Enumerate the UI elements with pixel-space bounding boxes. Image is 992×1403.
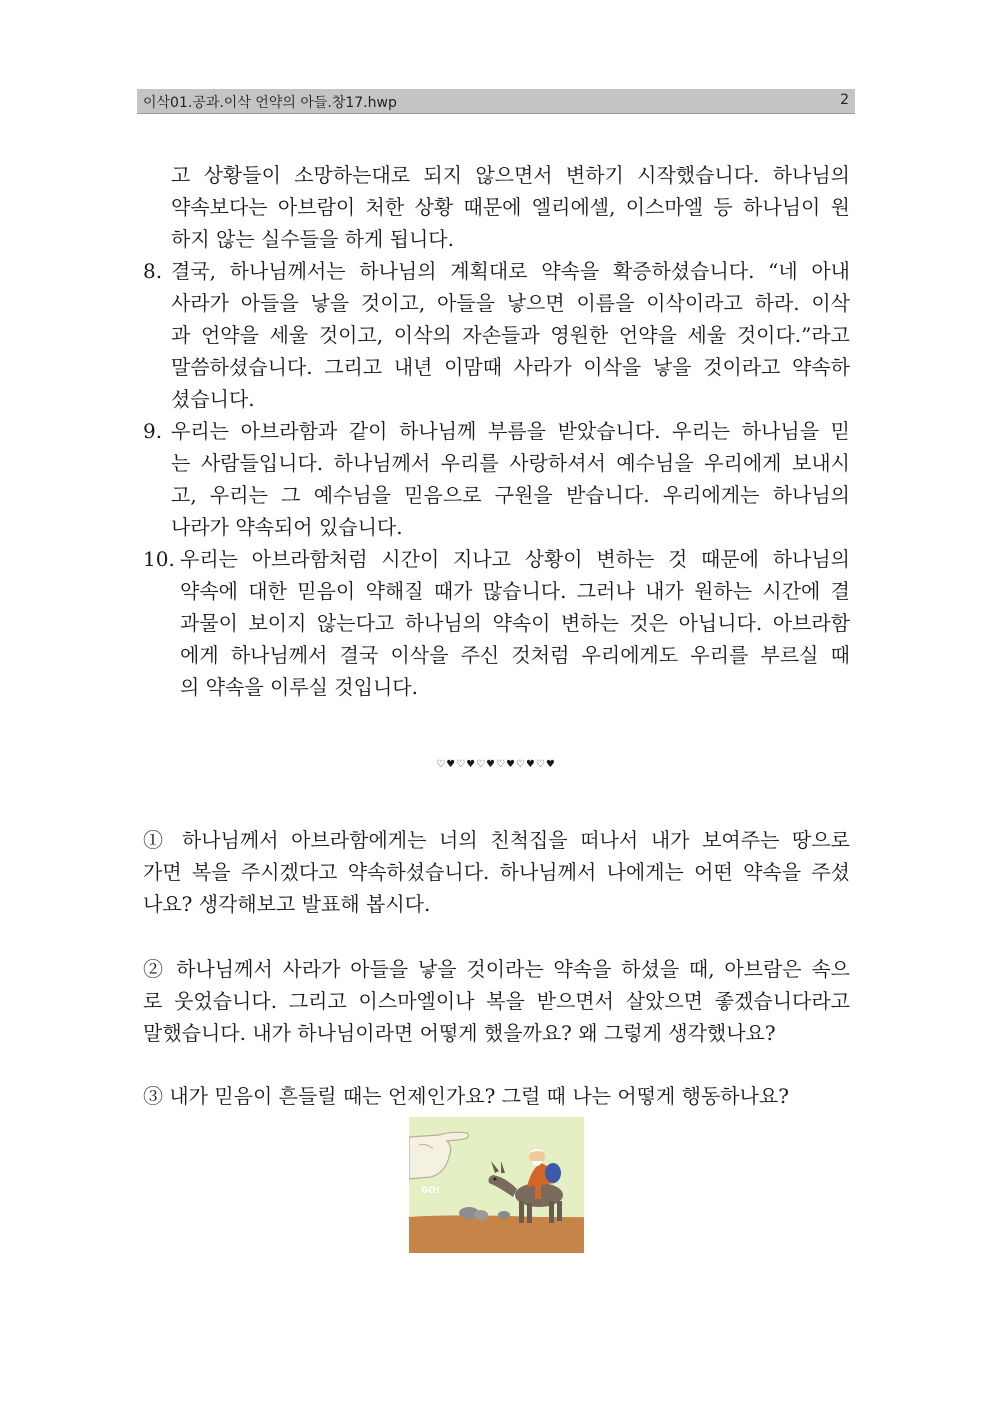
file-name: 이삭01.공과.이삭 언약의 아들.창17.hwp [143, 95, 397, 111]
paragraph-line: 우리는 아브라함과 같이 하나님께 부름을 받았습니다. 우리는 하나님을 믿 [171, 419, 850, 443]
list-number: 10. [143, 547, 175, 571]
paragraph-line: 의 약속을 이루실 것입니다. [180, 675, 418, 699]
question-line: 가면 복을 주시겠다고 약속하셨습니다. 하나님께서 나에게는 어떤 약속을 주셨 [143, 860, 850, 884]
abraham-on-donkey-illustration [409, 1117, 584, 1253]
paragraph-line: 말씀하셨습니다. 그리고 내년 이맘때 사라가 이삭을 낳을 것이라고 약속하 [171, 355, 850, 379]
page-header [137, 89, 855, 114]
question-line: 말했습니다. 내가 하나님이라면 어떻게 했을까요? 왜 그렇게 생각했나요? [143, 1021, 776, 1045]
list-number: 9. [143, 419, 163, 443]
question-line: 로 웃었습니다. 그리고 이스마엘이나 복을 받으면서 살았으면 좋겠습니다라고 [143, 989, 850, 1013]
paragraph-line: 셨습니다. [171, 387, 255, 411]
go-sign-text: GO! [421, 1186, 441, 1196]
paragraph-line: 결국, 하나님께서는 하나님의 계획대로 약속을 확증하셨습니다. “네 아내 [171, 259, 850, 283]
question-line: ② 하나님께서 사라가 아들을 낳을 것이라는 약속을 하셨을 때, 아브람은 속으 [143, 957, 850, 981]
question-line: 나요? 생각해보고 발표해 봅시다. [143, 892, 431, 916]
paragraph-line: 나라가 약속되어 있습니다. [171, 515, 403, 539]
page-number: 2 [840, 92, 849, 108]
paragraph-line: 고 상황들이 소망하는대로 되지 않으면서 변하기 시작했습니다. 하나님의 [171, 163, 850, 187]
list-number: 8. [143, 259, 163, 283]
paragraph-line: 사라가 아들을 낳을 것이고, 아들을 낳으면 이름을 이삭이라고 하라. 이삭 [171, 291, 850, 315]
paragraph-line: 과물이 보이지 않는다고 하나님의 약속이 변하는 것은 아닙니다. 아브라함 [180, 611, 850, 635]
question-line: ① 하나님께서 아브라함에게는 너의 친척집을 떠나서 내가 보여주는 땅으로 [143, 828, 850, 852]
paragraph-line: 고, 우리는 그 예수님을 믿음으로 구원을 받습니다. 우리에게는 하나님의 [171, 483, 850, 507]
question-line: ③ 내가 믿음이 흔들릴 때는 언제인가요? 그럴 때 나는 어떻게 행동하나요? [143, 1084, 789, 1108]
paragraph-line: 에게 하나님께서 결국 이삭을 주신 것처럼 우리에게도 우리를 부르실 때 [180, 643, 850, 667]
paragraph-line: 과 언약을 세울 것이고, 이삭의 자손들과 영원한 언약을 세울 것이다.”라고 [171, 323, 850, 347]
paragraph-line: 는 사람들입니다. 하나님께서 우리를 사랑하셔서 예수님을 우리에게 보내시 [171, 451, 850, 475]
paragraph-line: 약속에 대한 믿음이 약해질 때가 많습니다. 그러나 내가 원하는 시간에 결 [180, 579, 850, 603]
heart-divider: ♡♥♡♥♡♥♡♥♡♥♡♥ [436, 759, 556, 770]
paragraph-line: 하지 않는 실수들을 하게 됩니다. [171, 227, 454, 251]
paragraph-line: 우리는 아브라함처럼 시간이 지나고 상황이 변하는 것 때문에 하나님의 [180, 547, 850, 571]
paragraph-line: 약속보다는 아브람이 처한 상황 때문에 엘리에셀, 이스마엘 등 하나님이 원 [171, 195, 850, 219]
